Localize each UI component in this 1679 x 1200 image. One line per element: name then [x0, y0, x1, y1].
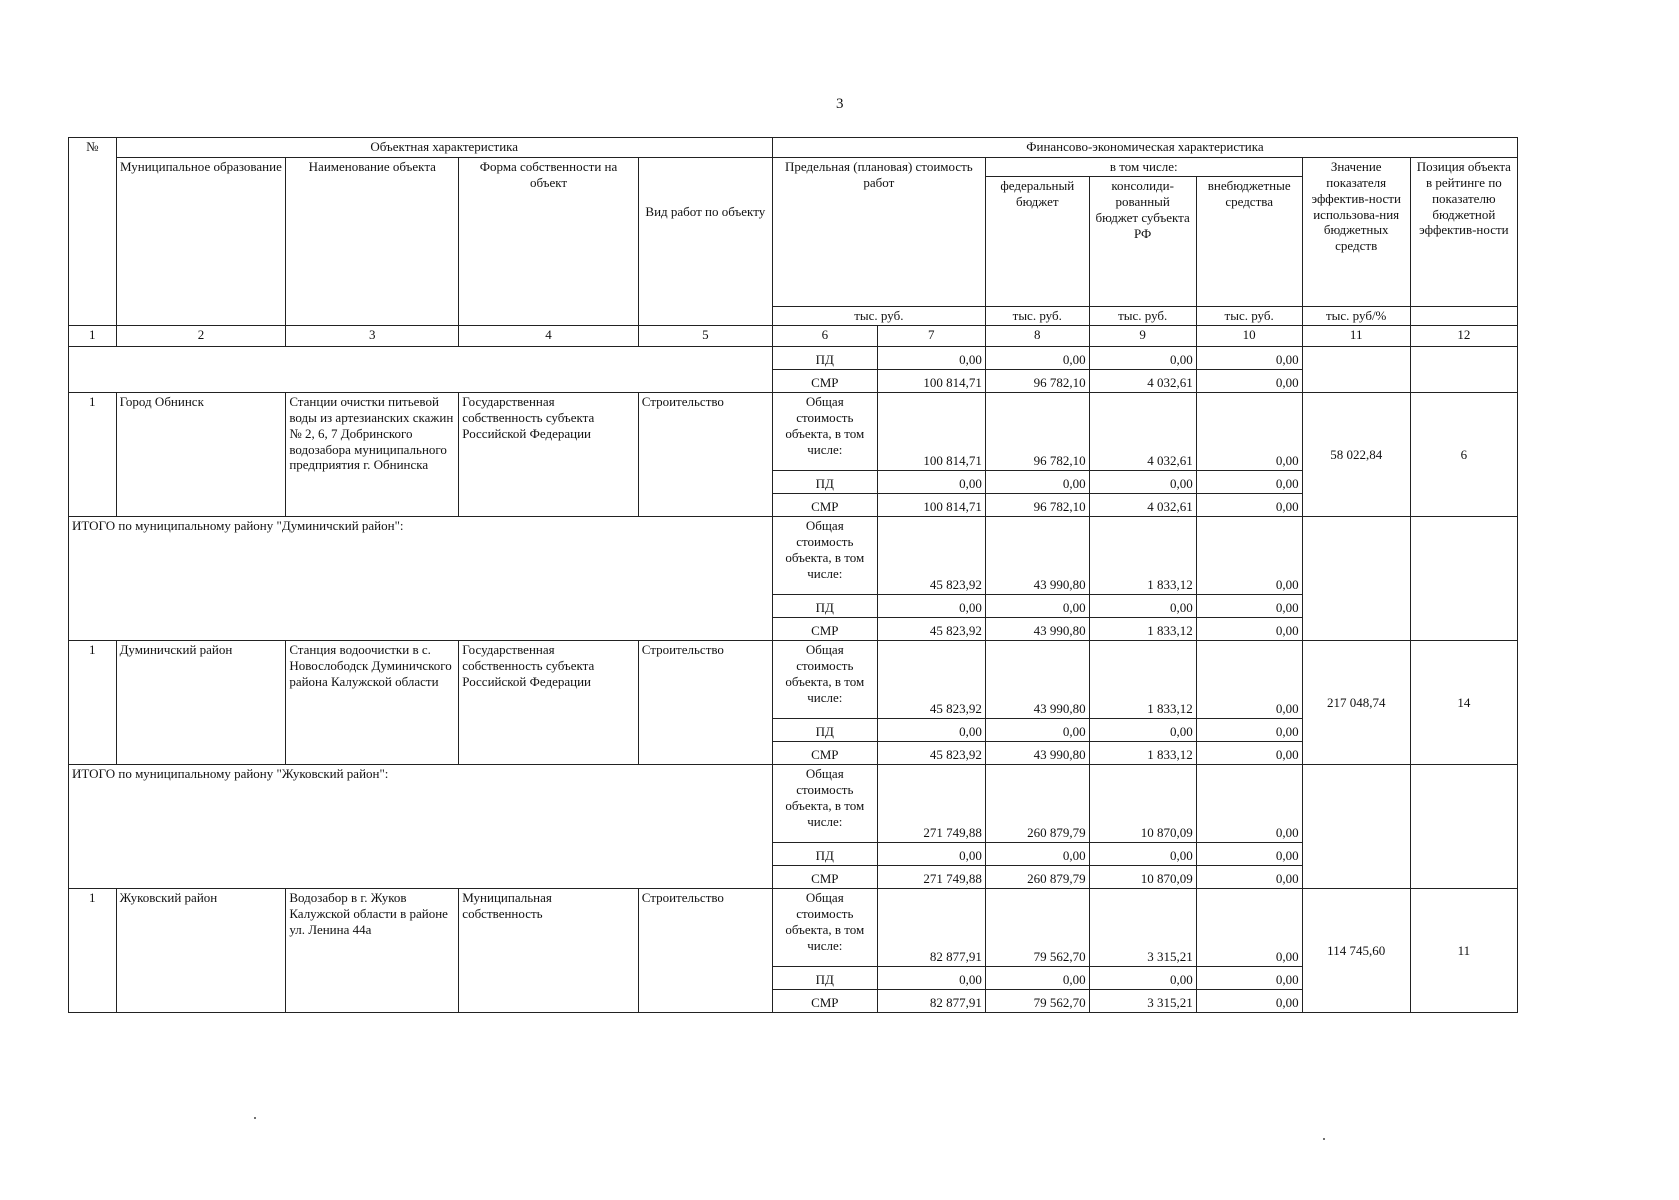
object-efficiency: 217 048,74	[1302, 641, 1410, 765]
row-label-smr: СМР	[772, 990, 877, 1013]
value-cell: 1 833,12	[1089, 742, 1196, 765]
value-cell: 0,00	[877, 843, 985, 866]
row-label-pd: ПД	[772, 843, 877, 866]
object-ownership: Государственная собственность субъекта Российской Федерации	[459, 641, 638, 765]
value-cell: 79 562,70	[985, 889, 1089, 967]
object-efficiency: 114 745,60	[1302, 889, 1410, 1013]
value-cell: 0,00	[1196, 742, 1302, 765]
value-cell: 0,00	[1196, 843, 1302, 866]
page-number: 3	[836, 96, 844, 112]
value-cell: 82 877,91	[877, 990, 985, 1013]
object-row	[69, 889, 1518, 967]
value-cell: 0,00	[877, 719, 985, 742]
row-label-pd: ПД	[772, 967, 877, 990]
col-number: 12	[1410, 326, 1517, 347]
header-consolidated: консолиди-рованный бюджет субъекта РФ	[1089, 177, 1196, 307]
units-extrabudget: тыс. руб.	[1196, 307, 1302, 326]
value-cell: 0,00	[1196, 393, 1302, 471]
value-cell: 3 315,21	[1089, 990, 1196, 1013]
object-name: Станция водоочистки в с. Новослободск Думиничского района Калужской области	[286, 641, 459, 765]
value-cell: 260 879,79	[985, 765, 1089, 843]
value-cell: 45 823,92	[877, 641, 985, 719]
col-number: 10	[1196, 326, 1302, 347]
value-cell: 43 990,80	[985, 618, 1089, 641]
subtotal-position-blank	[1410, 517, 1517, 641]
value-cell: 82 877,91	[877, 889, 985, 967]
subtotal-label: ИТОГО по муниципальному району "Жуковский район":	[69, 765, 773, 889]
col-number: 2	[116, 326, 286, 347]
object-work-type: Строительство	[638, 641, 772, 765]
value-cell: 0,00	[1196, 889, 1302, 967]
object-no: 1	[69, 641, 117, 765]
value-cell: 1 833,12	[1089, 618, 1196, 641]
col-number: 8	[985, 326, 1089, 347]
value-cell: 0,00	[1196, 719, 1302, 742]
header-efficiency: Значение показателя эффектив-ности использова-ния бюджетных средств	[1302, 158, 1410, 307]
header-cost: Предельная (плановая) стоимость работ	[772, 158, 985, 307]
row-label-total: Общая стоимость объекта, в том числе:	[772, 641, 877, 719]
object-ownership: Государственная собственность субъекта Российской Федерации	[459, 393, 638, 517]
header-municipality: Муниципальное образование	[116, 158, 286, 326]
value-cell: 0,00	[985, 471, 1089, 494]
object-municipality: Жуковский район	[116, 889, 286, 1013]
header-sub-row	[69, 158, 1518, 177]
object-work-type: Строительство	[638, 393, 772, 517]
col-number: 1	[69, 326, 117, 347]
value-cell: 271 749,88	[877, 765, 985, 843]
header-federal: федеральный бюджет	[985, 177, 1089, 307]
value-cell: 0,00	[1196, 618, 1302, 641]
row-label-total: Общая стоимость объекта, в том числе:	[772, 889, 877, 967]
row-label-pd: ПД	[772, 471, 877, 494]
value-cell: 0,00	[1196, 967, 1302, 990]
value-cell: 0,00	[877, 595, 985, 618]
subtotal-position-blank	[1410, 765, 1517, 889]
value-cell: 0,00	[985, 843, 1089, 866]
scan-speck	[1323, 1138, 1325, 1140]
value-cell: 45 823,92	[877, 742, 985, 765]
value-cell: 0,00	[1196, 347, 1302, 370]
value-cell: 100 814,71	[877, 370, 985, 393]
header-no: №	[69, 138, 117, 326]
scan-speck	[254, 1117, 256, 1119]
row-label-pd: ПД	[772, 347, 877, 370]
value-cell: 4 032,61	[1089, 370, 1196, 393]
value-cell: 10 870,09	[1089, 866, 1196, 889]
row-label-total: Общая стоимость объекта, в том числе:	[772, 517, 877, 595]
value-cell: 3 315,21	[1089, 889, 1196, 967]
units-cost: тыс. руб.	[772, 307, 985, 326]
units-consolidated: тыс. руб.	[1089, 307, 1196, 326]
header-including: в том числе:	[985, 158, 1302, 177]
subtotal-efficiency-blank	[1302, 517, 1410, 641]
value-cell: 0,00	[1196, 990, 1302, 1013]
row-label-pd: ПД	[772, 595, 877, 618]
value-cell: 1 833,12	[1089, 517, 1196, 595]
carry-position-blank	[1410, 347, 1517, 393]
value-cell: 0,00	[1089, 843, 1196, 866]
value-cell: 0,00	[985, 719, 1089, 742]
col-number: 6	[772, 326, 877, 347]
row-label-total: Общая стоимость объекта, в том числе:	[772, 393, 877, 471]
value-cell: 0,00	[1196, 641, 1302, 719]
value-cell: 0,00	[1196, 517, 1302, 595]
value-cell: 43 990,80	[985, 517, 1089, 595]
header-extrabudget: внебюджетные средства	[1196, 177, 1302, 307]
subtotal-efficiency-blank	[1302, 765, 1410, 889]
value-cell: 0,00	[1196, 471, 1302, 494]
value-cell: 0,00	[877, 967, 985, 990]
value-cell: 0,00	[1196, 866, 1302, 889]
carry-pd-row	[69, 347, 1518, 370]
value-cell: 100 814,71	[877, 393, 985, 471]
header-group-row	[69, 138, 1518, 158]
value-cell: 43 990,80	[985, 742, 1089, 765]
object-municipality: Город Обнинск	[116, 393, 286, 517]
row-label-pd: ПД	[772, 719, 877, 742]
row-label-smr: СМР	[772, 370, 877, 393]
row-label-total: Общая стоимость объекта, в том числе:	[772, 765, 877, 843]
object-ownership: Муниципальная собственность	[459, 889, 638, 1013]
units-efficiency: тыс. руб/%	[1302, 307, 1410, 326]
value-cell: 0,00	[877, 471, 985, 494]
column-numbers-row	[69, 326, 1518, 347]
value-cell: 10 870,09	[1089, 765, 1196, 843]
object-name: Водозабор в г. Жуков Калужской области в районе ул. Ленина 44а	[286, 889, 459, 1013]
object-position: 11	[1410, 889, 1517, 1013]
value-cell: 0,00	[1196, 370, 1302, 393]
value-cell: 96 782,10	[985, 370, 1089, 393]
object-municipality: Думиничский район	[116, 641, 286, 765]
row-label-smr: СМР	[772, 618, 877, 641]
value-cell: 0,00	[1089, 967, 1196, 990]
carry-blank	[69, 347, 773, 393]
value-cell: 0,00	[1089, 471, 1196, 494]
carry-efficiency-blank	[1302, 347, 1410, 393]
value-cell: 0,00	[1089, 595, 1196, 618]
object-no: 1	[69, 889, 117, 1013]
header-object-name: Наименование объекта	[286, 158, 459, 326]
col-number: 11	[1302, 326, 1410, 347]
object-row	[69, 393, 1518, 471]
col-number: 7	[877, 326, 985, 347]
value-cell: 0,00	[985, 347, 1089, 370]
col-number: 4	[459, 326, 638, 347]
value-cell: 0,00	[1089, 347, 1196, 370]
header-ownership: Форма собственности на объект	[459, 158, 638, 326]
value-cell: 45 823,92	[877, 517, 985, 595]
units-position	[1410, 307, 1517, 326]
value-cell: 96 782,10	[985, 494, 1089, 517]
col-number: 9	[1089, 326, 1196, 347]
value-cell: 4 032,61	[1089, 393, 1196, 471]
row-label-smr: СМР	[772, 742, 877, 765]
header-work-type: Вид работ по объекту	[638, 158, 772, 326]
value-cell: 0,00	[1196, 765, 1302, 843]
financial-characteristics-table	[68, 137, 1518, 1013]
value-cell: 0,00	[877, 347, 985, 370]
header-position: Позиция объекта в рейтинге по показателю бюджетной эффектив-ности	[1410, 158, 1517, 307]
subtotal-row	[69, 517, 1518, 595]
object-name: Станции очистки питьевой воды из артезианских скажин № 2, 6, 7 Добринского водозабора муниципального предприятия г. Обнинска	[286, 393, 459, 517]
value-cell: 271 749,88	[877, 866, 985, 889]
col-number: 3	[286, 326, 459, 347]
value-cell: 0,00	[1089, 719, 1196, 742]
object-position: 14	[1410, 641, 1517, 765]
row-label-smr: СМР	[772, 494, 877, 517]
value-cell: 1 833,12	[1089, 641, 1196, 719]
value-cell: 100 814,71	[877, 494, 985, 517]
value-cell: 96 782,10	[985, 393, 1089, 471]
col-number: 5	[638, 326, 772, 347]
value-cell: 0,00	[1196, 494, 1302, 517]
units-federal: тыс. руб.	[985, 307, 1089, 326]
value-cell: 0,00	[1196, 595, 1302, 618]
value-cell: 45 823,92	[877, 618, 985, 641]
object-no: 1	[69, 393, 117, 517]
object-efficiency: 58 022,84	[1302, 393, 1410, 517]
subtotal-row	[69, 765, 1518, 843]
header-finance-group: Финансово-экономическая характеристика	[772, 138, 1517, 158]
subtotal-label: ИТОГО по муниципальному району "Думиничский район":	[69, 517, 773, 641]
object-position: 6	[1410, 393, 1517, 517]
object-row	[69, 641, 1518, 719]
header-object-group: Объектная характеристика	[116, 138, 772, 158]
object-work-type: Строительство	[638, 889, 772, 1013]
value-cell: 43 990,80	[985, 641, 1089, 719]
row-label-smr: СМР	[772, 866, 877, 889]
value-cell: 260 879,79	[985, 866, 1089, 889]
value-cell: 79 562,70	[985, 990, 1089, 1013]
value-cell: 0,00	[985, 967, 1089, 990]
value-cell: 4 032,61	[1089, 494, 1196, 517]
value-cell: 0,00	[985, 595, 1089, 618]
